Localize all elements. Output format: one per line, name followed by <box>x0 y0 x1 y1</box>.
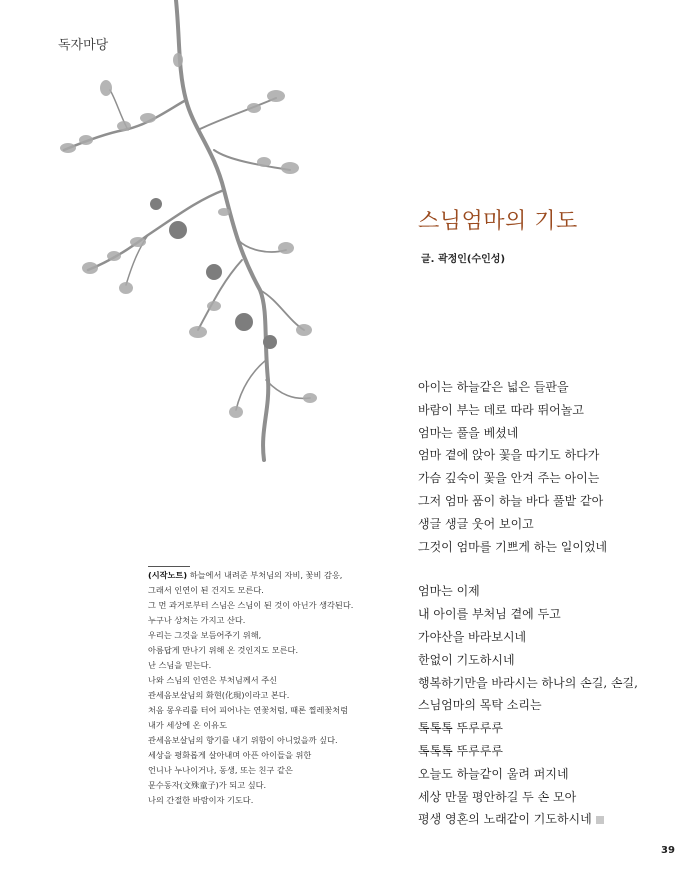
note-line: 그 먼 과거로부터 스님은 스님이 된 것이 아닌가 생각된다. <box>148 600 354 610</box>
note-line: 우리는 그것을 보듬어주기 위해, <box>148 630 262 640</box>
poem-line: 한없이 기도하시네 <box>418 652 515 667</box>
note-divider <box>148 566 190 567</box>
note-line: 관세음보살님의 화현(化現)이라고 본다. <box>148 690 290 700</box>
poem-line: 그저 엄마 품이 하늘 바다 풀밭 같아 <box>418 493 604 508</box>
note-line: 세상을 평화롭게 살아내며 아픈 아이들을 위한 <box>148 750 312 760</box>
page-number: 39 <box>661 845 675 856</box>
note-line: 관세음보살님의 향기를 내기 위함이 아니었을까 싶다. <box>148 735 338 745</box>
article-title: 스님엄마의 기도 <box>418 209 578 234</box>
poem-line: 행복하기만을 바라시는 하나의 손길, 손길, <box>418 675 638 690</box>
poem-line: 오늘도 하늘같이 울려 퍼지네 <box>418 766 569 781</box>
article-byline: 글. 곽정인(수인성) <box>421 254 506 265</box>
end-mark-icon <box>596 816 604 824</box>
poem-line: 그것이 엄마를 기쁘게 하는 일이었네 <box>418 539 608 554</box>
poem-stanza-1 <box>418 376 688 558</box>
note-line <box>148 568 403 583</box>
poem-line: 생글 생글 웃어 보이고 <box>418 516 534 531</box>
poem-line: 톡톡톡 뚜루루루 <box>418 721 503 736</box>
note-line: 나와 스님의 인연은 부처님께서 주신 <box>148 675 278 685</box>
poem-last-line <box>418 808 688 831</box>
poem-line: 가야산을 바라보시네 <box>418 629 527 644</box>
author-note <box>148 568 403 808</box>
note-line: 처음 몽우리를 터어 피어나는 연꽃처럼, 때론 찔레꽃처럼 <box>148 705 349 715</box>
note-line-text: 하늘에서 내려준 부처님의 자비, 꽃비 감응, <box>187 570 343 580</box>
poem <box>418 376 688 831</box>
note-line: 난 스님을 믿는다. <box>148 660 212 670</box>
poem-line: 엄마 곁에 앉아 꽃을 따기도 하다가 <box>418 448 600 463</box>
note-line: 나의 간절한 바람이자 기도다. <box>148 795 254 805</box>
poem-line: 내 아이를 부처님 곁에 두고 <box>418 607 561 622</box>
note-line: 내가 세상에 온 이유도 <box>148 720 227 730</box>
poem-line: 가슴 깊숙이 꽃을 안겨 주는 아이는 <box>418 471 600 486</box>
poem-stanza-2 <box>418 580 688 831</box>
poem-line: 엄마는 이제 <box>418 584 480 599</box>
poem-line-text: 평생 영혼의 노래같이 기도하시네 <box>418 812 592 827</box>
poem-line: 톡톡톡 뚜루루루 <box>418 743 503 758</box>
blossom-branch-illustration <box>28 0 328 470</box>
note-line: 그래서 인연이 된 건지도 모른다. <box>148 585 264 595</box>
poem-line: 바람이 부는 데로 따라 뛰어놀고 <box>418 402 584 417</box>
poem-line: 아이는 하늘같은 넓은 들판을 <box>418 380 569 394</box>
note-line: 언니나 누나이거나, 동생, 또는 친구 같은 <box>148 765 293 775</box>
note-line: 문수동자(文殊童子)가 되고 싶다. <box>148 780 267 790</box>
poem-line: 세상 만물 평안하길 두 손 모아 <box>418 789 577 804</box>
section-label: 독자마당 <box>58 38 109 53</box>
note-line: 누구나 상처는 가지고 산다. <box>148 615 246 625</box>
poem-line: 엄마는 풀을 베셨네 <box>418 425 519 440</box>
poem-line: 스님엄마의 목탁 소리는 <box>418 698 542 713</box>
note-label: (시작노트) <box>148 570 188 580</box>
note-line: 아름답게 만나기 위해 온 것인지도 모른다. <box>148 645 299 655</box>
